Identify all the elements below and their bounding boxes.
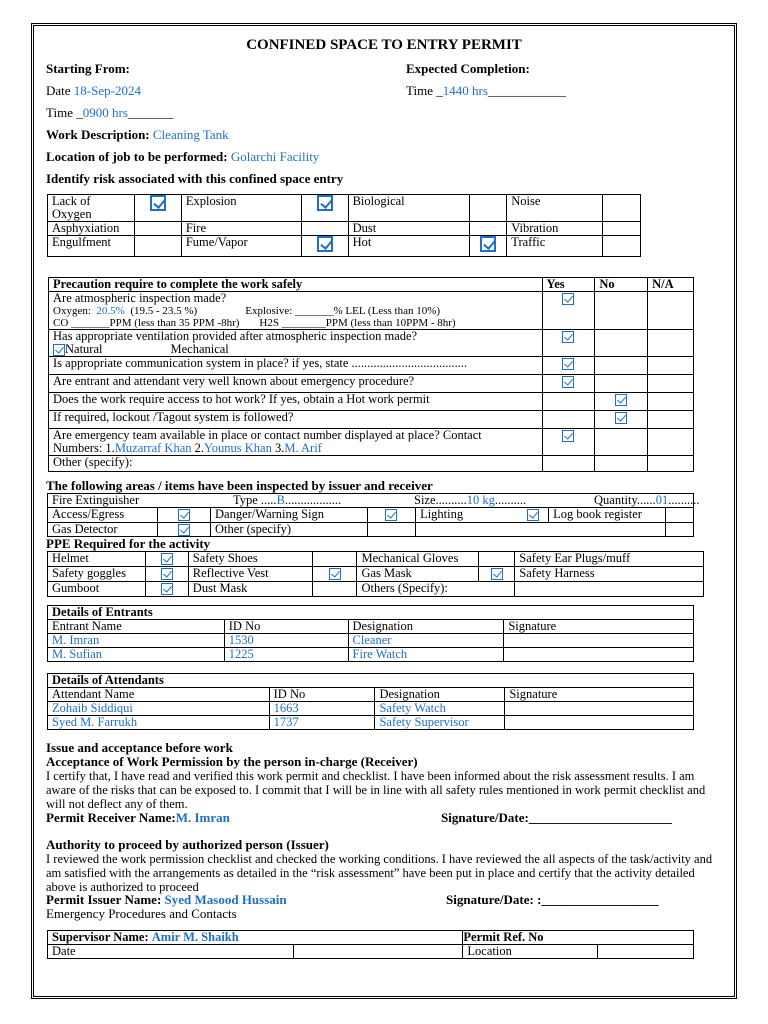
issuer-name-row: Permit Issuer Name: Syed Masood Hussain bbox=[46, 892, 287, 907]
ppe-heading: PPE Required for the activity bbox=[46, 536, 211, 551]
issuer-signature[interactable]: Signature/Date: :__________________ bbox=[446, 892, 659, 907]
checkbox-checked-icon bbox=[161, 583, 173, 595]
col-header: Designation bbox=[375, 688, 505, 702]
ppe-check[interactable] bbox=[312, 552, 357, 567]
risk-checkbox[interactable] bbox=[470, 195, 507, 222]
permit-ref: Permit Ref. No bbox=[463, 931, 694, 945]
risk-checkbox[interactable] bbox=[603, 236, 641, 257]
supervisor-name-value[interactable]: Amir M. Shaikh bbox=[151, 930, 239, 944]
supervisor-cell: Supervisor Name: Amir M. Shaikh bbox=[48, 931, 463, 945]
attendant-name[interactable]: Syed M. Farrukh bbox=[48, 716, 270, 730]
answer-no[interactable] bbox=[595, 456, 648, 472]
inspected-item: Access/Egress bbox=[48, 508, 158, 523]
ppe-check[interactable] bbox=[312, 582, 357, 597]
checkbox-checked-icon bbox=[161, 568, 173, 580]
ppe-item: Safety Ear Plugs/muff bbox=[515, 552, 704, 567]
checkbox-checked-icon bbox=[178, 524, 190, 536]
answer-yes[interactable] bbox=[542, 330, 595, 357]
answer-no[interactable] bbox=[595, 375, 648, 393]
ppe-check[interactable] bbox=[479, 552, 515, 567]
risk-table bbox=[47, 194, 641, 257]
attendant-id[interactable]: 1663 bbox=[269, 702, 375, 716]
checkbox-checked-icon bbox=[150, 195, 166, 211]
inspected-check[interactable] bbox=[157, 508, 210, 523]
work-description: Work Description: Cleaning Tank bbox=[46, 127, 229, 142]
answer-no[interactable] bbox=[595, 330, 648, 357]
precaution-other: Other (specify): bbox=[49, 456, 543, 472]
ppe-item: Others (Specify): bbox=[357, 582, 515, 597]
time-end-value[interactable]: 1440 hrs bbox=[442, 83, 488, 98]
risk-label: Vibration bbox=[507, 222, 603, 236]
answer-no[interactable] bbox=[595, 411, 648, 429]
checkbox-checked-icon bbox=[562, 331, 574, 343]
answer-na[interactable] bbox=[648, 330, 694, 357]
attendant-id[interactable]: 1737 bbox=[269, 716, 375, 730]
attendant-name[interactable]: Zohaib Siddiqui bbox=[48, 702, 270, 716]
ppe-check[interactable] bbox=[312, 567, 357, 582]
answer-yes[interactable] bbox=[542, 393, 595, 411]
emergency-procedures: Emergency Procedures and Contacts bbox=[46, 906, 237, 921]
table-row bbox=[48, 634, 694, 648]
checkbox-checked-icon bbox=[527, 509, 539, 521]
answer-na[interactable] bbox=[648, 292, 694, 330]
page-title: CONFINED SPACE TO ENTRY PERMIT bbox=[246, 37, 522, 53]
qty-value[interactable]: 01 bbox=[655, 493, 669, 507]
answer-na[interactable] bbox=[648, 429, 694, 456]
risk-checkbox[interactable] bbox=[134, 195, 181, 222]
answer-yes[interactable] bbox=[542, 375, 595, 393]
answer-na[interactable] bbox=[648, 411, 694, 429]
work-description-value[interactable]: Cleaning Tank bbox=[152, 127, 229, 142]
starting-from-label: Starting From: bbox=[46, 61, 130, 76]
checkbox-checked-icon bbox=[178, 509, 190, 521]
checkbox-checked-icon bbox=[491, 568, 503, 580]
risk-label: Biological bbox=[348, 195, 470, 222]
ppe-item: Reflective Vest bbox=[188, 567, 312, 582]
location-cell: Location bbox=[463, 945, 598, 959]
table-row bbox=[48, 716, 694, 730]
col-header: Signature bbox=[504, 620, 694, 634]
attendant-signature[interactable] bbox=[505, 716, 694, 730]
date-value-cell[interactable] bbox=[293, 945, 463, 959]
ppe-item: Safety Shoes bbox=[188, 552, 312, 567]
contact-numbers: Numbers: 1.Muzarraf Khan 2.Younus Khan 3.M. Arif bbox=[53, 441, 322, 456]
gas-line: CO _______PPM (less than 35 PPM -8hr) H2S ________PPM (less than 10PPM - 8hr) bbox=[53, 317, 456, 329]
yes-header: Yes bbox=[542, 278, 595, 292]
risk-checkbox[interactable] bbox=[301, 236, 348, 257]
entrant-id[interactable]: 1225 bbox=[224, 648, 348, 662]
checkbox-checked-icon bbox=[161, 553, 173, 565]
answer-yes[interactable] bbox=[542, 292, 595, 330]
checkbox-checked-icon bbox=[562, 430, 574, 442]
risk-checkbox[interactable] bbox=[603, 195, 641, 222]
ppe-item: Safety goggles bbox=[48, 567, 146, 582]
entrants-heading: Details of Entrants bbox=[48, 606, 694, 620]
risk-label: Explosion bbox=[181, 195, 301, 222]
col-header: Entrant Name bbox=[48, 620, 225, 634]
inspected-check[interactable] bbox=[157, 523, 210, 537]
risk-checkbox[interactable] bbox=[134, 222, 181, 236]
issuer-heading: Authority to proceed by authorized person (Issuer) bbox=[46, 837, 329, 852]
answer-na[interactable] bbox=[648, 456, 694, 472]
inspected-item: Gas Detector bbox=[48, 523, 158, 537]
ppe-check[interactable] bbox=[145, 552, 188, 567]
ppe-item: Safety Harness bbox=[515, 567, 704, 582]
answer-na[interactable] bbox=[648, 357, 694, 375]
fire-extinguisher-row: Fire Extinguisher Type .....B.................. Size..........10 kg.......... Quantity......01.......... bbox=[48, 494, 694, 508]
ppe-check[interactable] bbox=[479, 567, 515, 582]
col-header: Designation bbox=[348, 620, 504, 634]
risk-label: Hot bbox=[348, 236, 470, 257]
ppe-item: Dust Mask bbox=[188, 582, 312, 597]
precaution-communication: Is appropriate communication system in place? if yes, state ..................................... bbox=[49, 357, 543, 375]
entrant-name[interactable]: M. Imran bbox=[48, 634, 225, 648]
checkbox-checked-icon bbox=[562, 293, 574, 305]
answer-na[interactable] bbox=[648, 375, 694, 393]
risk-label: Noise bbox=[507, 195, 603, 222]
receiver-heading: Acceptance of Work Permission by the person in-charge (Receiver) bbox=[46, 754, 418, 769]
entrant-signature[interactable] bbox=[504, 648, 694, 662]
entrant-signature[interactable] bbox=[504, 634, 694, 648]
inspected-check[interactable] bbox=[367, 508, 415, 523]
question-text: Are emergency team available in place or contact number displayed at place? Contact bbox=[53, 428, 482, 443]
risk-checkbox[interactable] bbox=[301, 222, 348, 236]
location: Location of job to be performed: Golarchi Facility bbox=[46, 149, 320, 164]
col-header: ID No bbox=[269, 688, 375, 702]
inspected-heading: The following areas / items have been inspected by issuer and receiver bbox=[46, 478, 433, 493]
inspected-item: Other (specify) bbox=[211, 523, 368, 537]
col-header: ID No bbox=[224, 620, 348, 634]
ppe-item: Gas Mask bbox=[357, 567, 479, 582]
inspected-check[interactable] bbox=[367, 523, 415, 537]
size-value[interactable]: 10 kg bbox=[466, 493, 495, 507]
receiver-signature[interactable]: Signature/Date:______________________ bbox=[441, 810, 672, 825]
receiver-name-value[interactable]: M. Imran bbox=[175, 810, 230, 825]
answer-no[interactable] bbox=[595, 357, 648, 375]
inspected-check[interactable] bbox=[518, 508, 548, 522]
table-row bbox=[48, 702, 694, 716]
precaution-emergency-team bbox=[49, 429, 543, 456]
ppe-item: Mechanical Gloves bbox=[357, 552, 479, 567]
type-value[interactable]: B bbox=[276, 493, 285, 507]
risk-label: Asphyxiation bbox=[48, 222, 135, 236]
risk-checkbox[interactable] bbox=[301, 195, 348, 222]
checkbox-checked-icon bbox=[317, 236, 333, 252]
no-header: No bbox=[595, 278, 648, 292]
precaution-hot-work: Does the work require access to hot work? If yes, obtain a Hot work permit bbox=[49, 393, 543, 411]
entrant-name[interactable]: M. Sufian bbox=[48, 648, 225, 662]
col-header: Signature bbox=[505, 688, 694, 702]
ppe-item: Helmet bbox=[48, 552, 146, 567]
attendant-designation[interactable]: Safety Watch bbox=[375, 702, 505, 716]
checkbox-checked-icon bbox=[317, 195, 333, 211]
checkbox-checked-icon bbox=[329, 568, 341, 580]
answer-no[interactable] bbox=[595, 292, 648, 330]
contact-2[interactable]: Younus Khan bbox=[204, 441, 272, 456]
receiver-statement: I certify that, I have read and verified this work permit and checklist. I have been informed about the risk assessment results. I am aware of the risks that can be exposed to. I commit that I will be in line with all safety rules mentioned in work permit checklist and will not deflect any of them. bbox=[46, 769, 706, 811]
answer-yes[interactable] bbox=[542, 411, 595, 429]
time-end-row: Time _1440 hrs____________ bbox=[406, 83, 566, 98]
receiver-name-row: Permit Receiver Name:M. Imran bbox=[46, 810, 230, 825]
checkbox-checked-icon bbox=[615, 412, 627, 424]
inspected-item: Lighting bbox=[420, 507, 464, 521]
oxygen-line: Oxygen: 20.5% (19.5 - 23.5 %) Explosive: _______% LEL (Less than 10%) bbox=[53, 305, 441, 317]
checkbox-checked-icon bbox=[562, 358, 574, 370]
ppe-check[interactable] bbox=[145, 582, 188, 597]
inspected-item: Log book register bbox=[548, 508, 665, 522]
date-cell: Date bbox=[48, 945, 294, 959]
question-text: Has appropriate ventilation provided after atmospheric inspection made? bbox=[53, 329, 418, 343]
risk-label: Dust bbox=[348, 222, 470, 236]
question-text: Are atmospheric inspection made? bbox=[53, 291, 227, 305]
answer-yes[interactable] bbox=[542, 456, 595, 472]
precaution-emergency: Are entrant and attendant very well known about emergency procedure? bbox=[49, 375, 543, 393]
precaution-header: Precaution require to complete the work safely bbox=[49, 278, 543, 292]
checkbox-checked-icon[interactable] bbox=[53, 344, 65, 356]
expected-completion-label: Expected Completion: bbox=[406, 61, 530, 76]
answer-yes[interactable] bbox=[542, 357, 595, 375]
date-value[interactable]: 18-Sep-2024 bbox=[73, 83, 141, 98]
checkbox-checked-icon bbox=[615, 394, 627, 406]
answer-no[interactable] bbox=[595, 393, 648, 411]
table-row bbox=[48, 648, 694, 662]
answer-no[interactable] bbox=[595, 429, 648, 456]
na-header: N/A bbox=[648, 278, 694, 292]
attendants-heading: Details of Attendants bbox=[48, 674, 694, 688]
contact-1[interactable]: Muzarraf Khan bbox=[114, 441, 192, 456]
contact-3[interactable]: M. Arif bbox=[284, 441, 322, 456]
precaution-atmospheric bbox=[49, 292, 543, 330]
checkbox-checked-icon bbox=[480, 236, 496, 252]
time-start-value[interactable]: 0900 hrs bbox=[82, 105, 128, 120]
ppe-item: Gumboot bbox=[48, 582, 146, 597]
entrants-table bbox=[47, 605, 694, 662]
col-header: Attendant Name bbox=[48, 688, 270, 702]
risk-label: Fume/Vapor bbox=[181, 236, 301, 257]
attendants-table bbox=[47, 673, 694, 730]
issuer-name-value[interactable]: Syed Masood Hussain bbox=[164, 892, 287, 907]
risk-checkbox[interactable] bbox=[470, 222, 507, 236]
risk-checkbox[interactable] bbox=[603, 222, 641, 236]
risk-label: Traffic bbox=[507, 236, 603, 257]
checkbox-checked-icon bbox=[385, 509, 397, 521]
ppe-check[interactable] bbox=[145, 567, 188, 582]
inspected-table bbox=[47, 493, 700, 537]
attendant-designation[interactable]: Safety Supervisor bbox=[375, 716, 505, 730]
risk-label: Fire bbox=[181, 222, 301, 236]
date-row: Date 18-Sep-2024 bbox=[46, 83, 141, 98]
inspected-item: Danger/Warning Sign bbox=[211, 508, 368, 523]
entrant-designation[interactable]: Cleaner bbox=[348, 634, 504, 648]
risk-label: Engulfment bbox=[48, 236, 135, 257]
entrant-designation[interactable]: Fire Watch bbox=[348, 648, 504, 662]
location-value-cell[interactable] bbox=[598, 945, 694, 959]
risk-checkbox[interactable] bbox=[134, 236, 181, 257]
checkbox-checked-icon bbox=[562, 376, 574, 388]
answer-yes[interactable] bbox=[542, 429, 595, 456]
answer-na[interactable] bbox=[648, 393, 694, 411]
precaution-table bbox=[48, 277, 694, 472]
precaution-lockout: If required, lockout /Tagout system is followed? bbox=[49, 411, 543, 429]
oxygen-value[interactable]: 20.5% bbox=[96, 305, 125, 317]
risk-heading: Identify risk associated with this confined space entry bbox=[46, 171, 344, 186]
time-start-row: Time _0900 hrs_______ bbox=[46, 105, 174, 120]
location-value[interactable]: Golarchi Facility bbox=[230, 149, 320, 164]
precaution-ventilation bbox=[49, 330, 543, 357]
footer-table bbox=[47, 930, 694, 959]
issue-acceptance-heading: Issue and acceptance before work bbox=[46, 740, 233, 755]
risk-checkbox[interactable] bbox=[470, 236, 507, 257]
ventilation-options: Natural Mechanical bbox=[53, 343, 538, 356]
risk-label: Lack of Oxygen bbox=[48, 195, 135, 222]
attendant-signature[interactable] bbox=[505, 702, 694, 716]
entrant-id[interactable]: 1530 bbox=[224, 634, 348, 648]
issuer-statement: I reviewed the work permission checklist and checked the working conditions. I have reviewed the all aspects of the task/activity and am satisfied with the arrangements as detailed in the “risk assessment” have been put in place and certify that the activity detailed above is authorized to proceed bbox=[46, 852, 713, 894]
inspected-check[interactable] bbox=[666, 508, 694, 523]
ppe-table bbox=[47, 551, 704, 597]
